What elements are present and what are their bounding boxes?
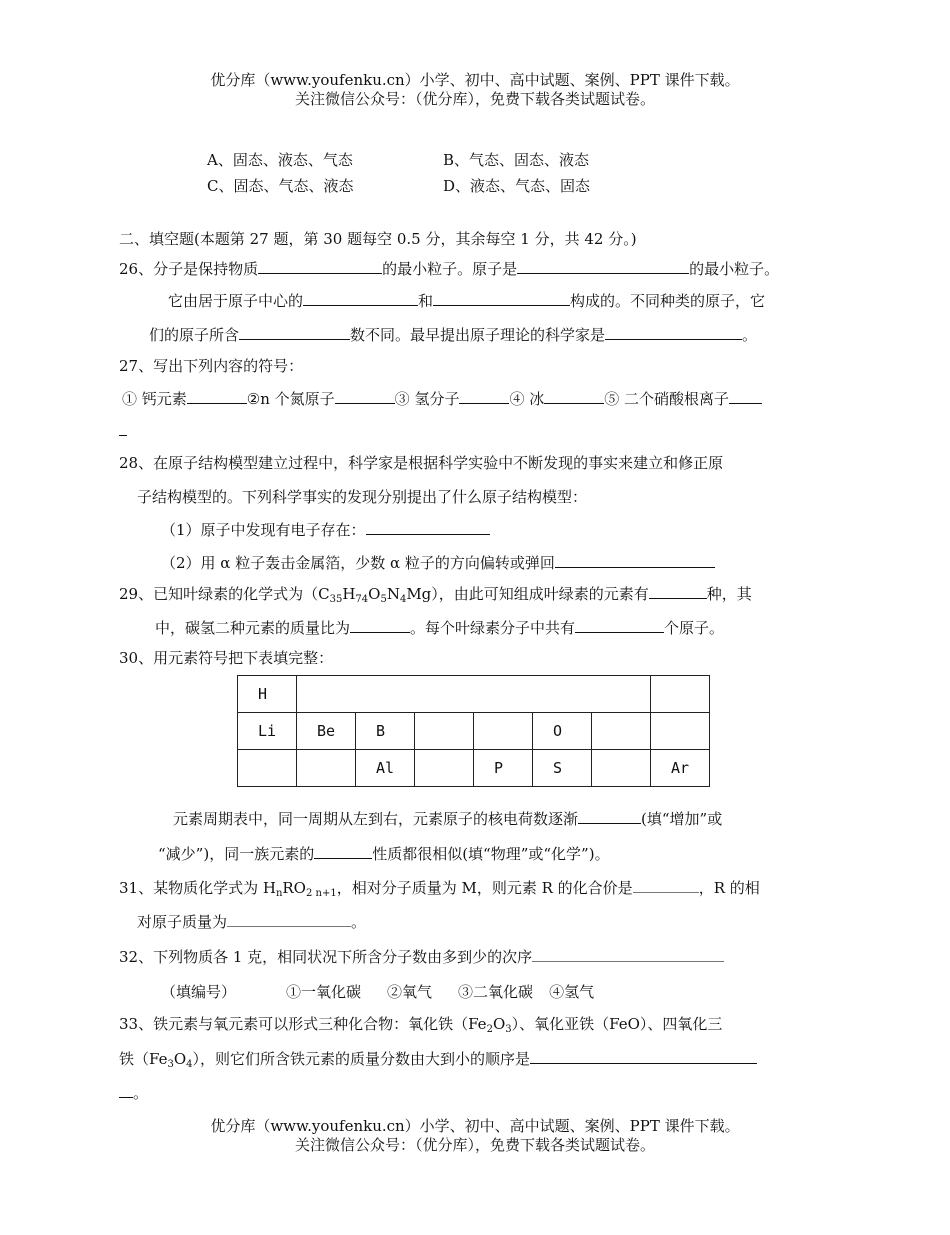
q31-blank-2[interactable] <box>227 911 351 927</box>
q29-line-2: 中，碳氢二种元素的质量比为 。每个叶绿素分子中共有 个原子。 <box>155 619 725 637</box>
option-c: C、固态、气态、液态 <box>207 177 354 195</box>
header-line-1: 优分库（www.youfenku.cn）小学、初中、高中试题、案例、PPT 课件下载。 <box>210 71 740 89</box>
option-b: B、气态、固态、液态 <box>443 151 590 169</box>
table-cell <box>651 676 710 713</box>
q32-blank[interactable] <box>532 946 724 962</box>
option-d: D、液态、气态、固态 <box>443 177 591 195</box>
table-cell-blank[interactable] <box>474 713 533 750</box>
q29-blank-3[interactable] <box>575 617 664 633</box>
q26-line-1: 26、分子是保持物质 的最小粒子。原子是 的最小粒子。 <box>119 260 780 278</box>
section-2-title: 二、填空题(本题第 27 题，第 30 题每空 0.5 分，其余每空 1 分，共 42 分。) <box>119 230 637 248</box>
q29-blank-1[interactable] <box>649 583 707 599</box>
table-row <box>238 676 710 713</box>
periodic-table <box>237 675 710 787</box>
q30-title: 30、用元素符号把下表填完整： <box>119 649 334 667</box>
q27-blank-5-tail[interactable] <box>119 420 127 441</box>
q30-text-1: 元素周期表中，同一周期从左到右，元素原子的核电荷数逐渐 (填“增加”或 <box>173 810 723 828</box>
q29-blank-2[interactable] <box>350 617 410 633</box>
q31-line-1: 31、某物质化学式为 $H_nRO_{2 n+1}$，相对分子质量为 M，则元素 R 的化合价是 ，R 的相 <box>119 879 760 899</box>
q33-line-1: 33、铁元素与氧元素可以形式三种化合物：氧化铁$(Fe_2O_3)$、氧化亚铁（FeO）、四氧化三 <box>119 1015 723 1035</box>
q30-blank-2[interactable] <box>314 843 372 859</box>
table-row <box>238 713 710 750</box>
q28-sub-1: （1）原子中发现有电子存在： <box>161 519 490 540</box>
q26-blank-6[interactable] <box>605 324 742 340</box>
table-cell: S <box>533 750 592 787</box>
q33-blank[interactable] <box>530 1048 757 1064</box>
q32-line-2: （填编号） ①一氧化碳 ②氧气 ③二氧化碳 ④氢气 <box>161 983 595 1001</box>
table-cell: Ar <box>651 750 710 787</box>
q26-line-2: 它由居于原子中心的 和 构成的。不同种类的原子，它 <box>168 292 766 310</box>
table-cell-blank[interactable] <box>415 713 474 750</box>
q28-blank-1[interactable] <box>366 519 490 535</box>
q27-blank-5[interactable] <box>729 388 762 404</box>
q30-text-2: “减少”)，同一族元素的 性质都很相似(填“物理”或“化学”)。 <box>158 845 610 863</box>
q28-blank-2[interactable] <box>555 552 715 568</box>
q26-blank-3[interactable] <box>303 290 418 306</box>
q32-line-1: 32、下列物质各 1 克，相同状况下所含分子数由多到少的次序 <box>119 946 724 967</box>
option-a: A、固态、液态、气态 <box>207 151 353 169</box>
q27-blank-1[interactable] <box>187 388 247 404</box>
table-cell-blank[interactable] <box>415 750 474 787</box>
q28-line-2: 子结构模型的。下列科学事实的发现分别提出了什么原子结构模型： <box>137 488 588 506</box>
q27-blank-2[interactable] <box>335 388 395 404</box>
table-cell-blank[interactable] <box>592 750 651 787</box>
table-cell: Al <box>356 750 415 787</box>
table-cell: Be <box>297 713 356 750</box>
q26-line-3: 们的原子所含 数不同。最早提出原子理论的科学家是 。 <box>149 326 758 344</box>
q27-blank-3[interactable] <box>459 388 509 404</box>
table-cell: Li <box>238 713 297 750</box>
footer-line-2: 关注微信公众号：（优分库），免费下载各类试题试卷。 <box>294 1136 655 1154</box>
header-line-2: 关注微信公众号：（优分库），免费下载各类试题试卷。 <box>294 90 655 108</box>
table-cell-blank[interactable] <box>238 750 297 787</box>
table-cell: O <box>533 713 592 750</box>
q26-blank-4[interactable] <box>433 290 570 306</box>
q33-line-2: 铁$(Fe_3O_4)$，则它们所含铁元素的质量分数由大到小的顺序是 <box>119 1048 757 1069</box>
q28-line-1: 28、在原子结构模型建立过程中，科学家是根据科学实验中不断发现的事实来建立和修正原 <box>119 454 724 472</box>
table-cell: P <box>474 750 533 787</box>
q26-blank-1[interactable] <box>258 258 382 274</box>
table-cell-blank[interactable] <box>297 750 356 787</box>
table-cell: B <box>356 713 415 750</box>
q28-sub-2: （2）用 α 粒子轰击金属箔，少数 α 粒子的方向偏转或弹回 <box>161 552 715 573</box>
q31-blank-1[interactable] <box>633 877 699 893</box>
q30-blank-1[interactable] <box>578 808 641 824</box>
table-row <box>238 750 710 787</box>
q27-blank-4[interactable] <box>544 388 604 404</box>
table-cell: H <box>238 676 297 713</box>
table-cell-blank[interactable] <box>592 713 651 750</box>
q27-items: ① 钙元素 ②n 个氮原子 ③ 氢分子 ④ 冰 ⑤ 二个硝酸根离子 <box>122 388 762 409</box>
q33-line-3: 。 <box>119 1082 148 1103</box>
q26-blank-2[interactable] <box>517 258 689 274</box>
table-gap <box>297 676 651 713</box>
q26-blank-5[interactable] <box>239 324 350 340</box>
q27-title: 27、写出下列内容的符号： <box>119 357 304 375</box>
q29-line-1: 29、已知叶绿素的化学式为$(C_{35}H_{74}O_5N_4Mg)$，由此可知组成叶绿素的元素有 种，其 <box>119 585 752 605</box>
table-cell-blank[interactable] <box>651 713 710 750</box>
footer-line-1: 优分库（www.youfenku.cn）小学、初中、高中试题、案例、PPT 课件下载。 <box>210 1117 740 1135</box>
q33-blank-tail[interactable] <box>119 1082 133 1098</box>
q31-line-2: 对原子质量为 。 <box>137 913 367 931</box>
